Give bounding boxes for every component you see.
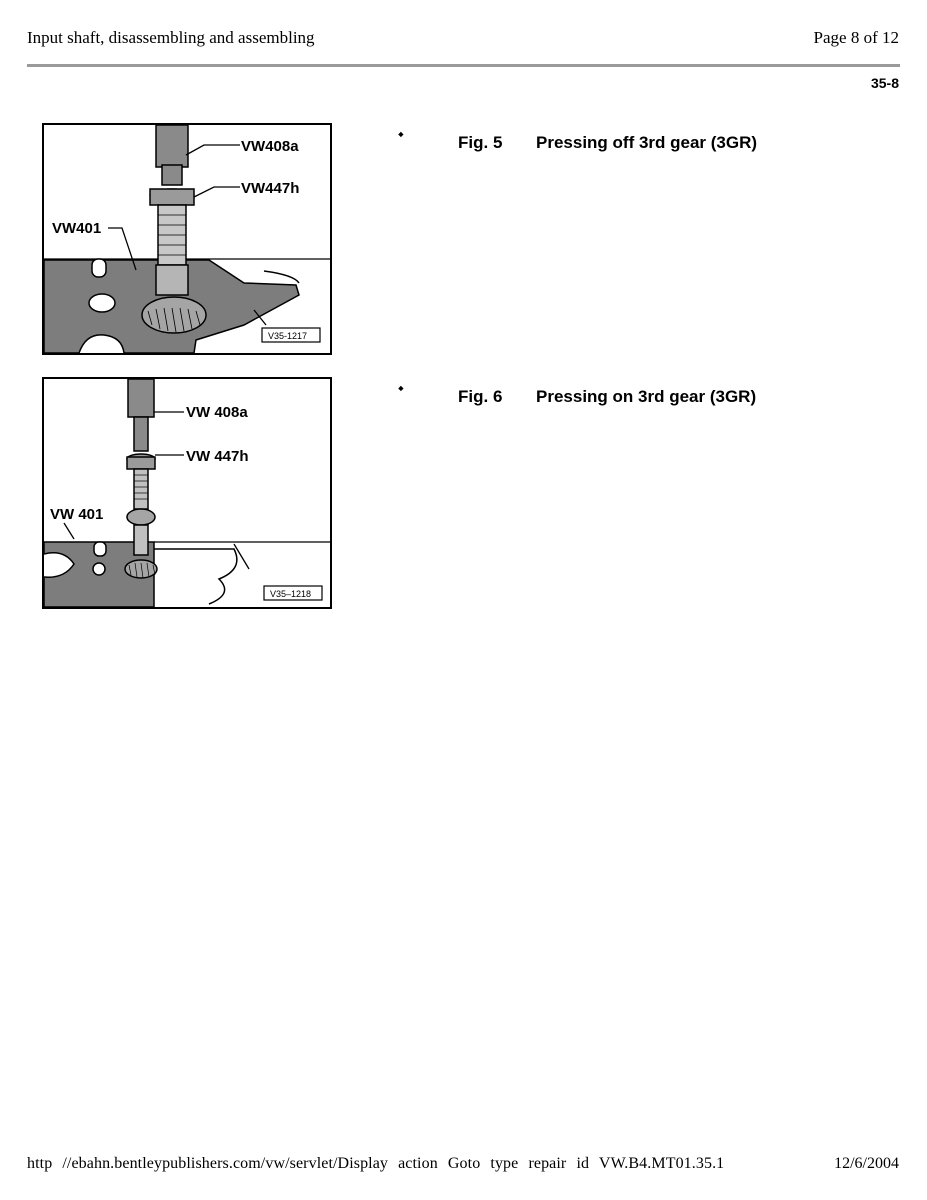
figure-6-label-vw408a: VW 408a: [186, 404, 248, 421]
figure-6-image: [42, 377, 332, 609]
figure-5-label-vw401: VW401: [52, 220, 102, 237]
figure-6-label-vw447h: VW 447h: [186, 448, 249, 465]
figure-6-label-vw401: VW 401: [50, 506, 104, 523]
page-header-title: Input shaft, disassembling and assembling: [27, 28, 315, 47]
figure-6-number: Fig. 6: [458, 387, 503, 406]
footer-url: http //ebahn.bentleypublishers.com/vw/servlet/Display action Goto type repair id VW.B4.MT01.35.1: [27, 1155, 725, 1172]
pointer-arrow-icon: ⬩: [398, 378, 404, 397]
section-code: 35-8: [870, 75, 899, 91]
figure-6-ref-code: V35–1218: [270, 589, 312, 599]
figure-5-caption: Pressing off 3rd gear (3GR): [536, 133, 758, 152]
figure-5-label-vw408a: VW408a: [241, 138, 299, 155]
page-number: Page 8 of 12: [813, 28, 899, 47]
footer-date: 12/6/2004: [834, 1155, 899, 1172]
header-rule: [27, 64, 900, 67]
figure-6-caption: Pressing on 3rd gear (3GR): [536, 387, 757, 406]
figure-5-number: Fig. 5: [458, 133, 503, 152]
pointer-arrow-icon: ⬩: [398, 124, 404, 143]
figure-5-image: [42, 123, 332, 355]
figure-5-label-vw447h: VW447h: [241, 180, 300, 197]
figure-5-ref-code: V35-1217: [268, 331, 308, 341]
